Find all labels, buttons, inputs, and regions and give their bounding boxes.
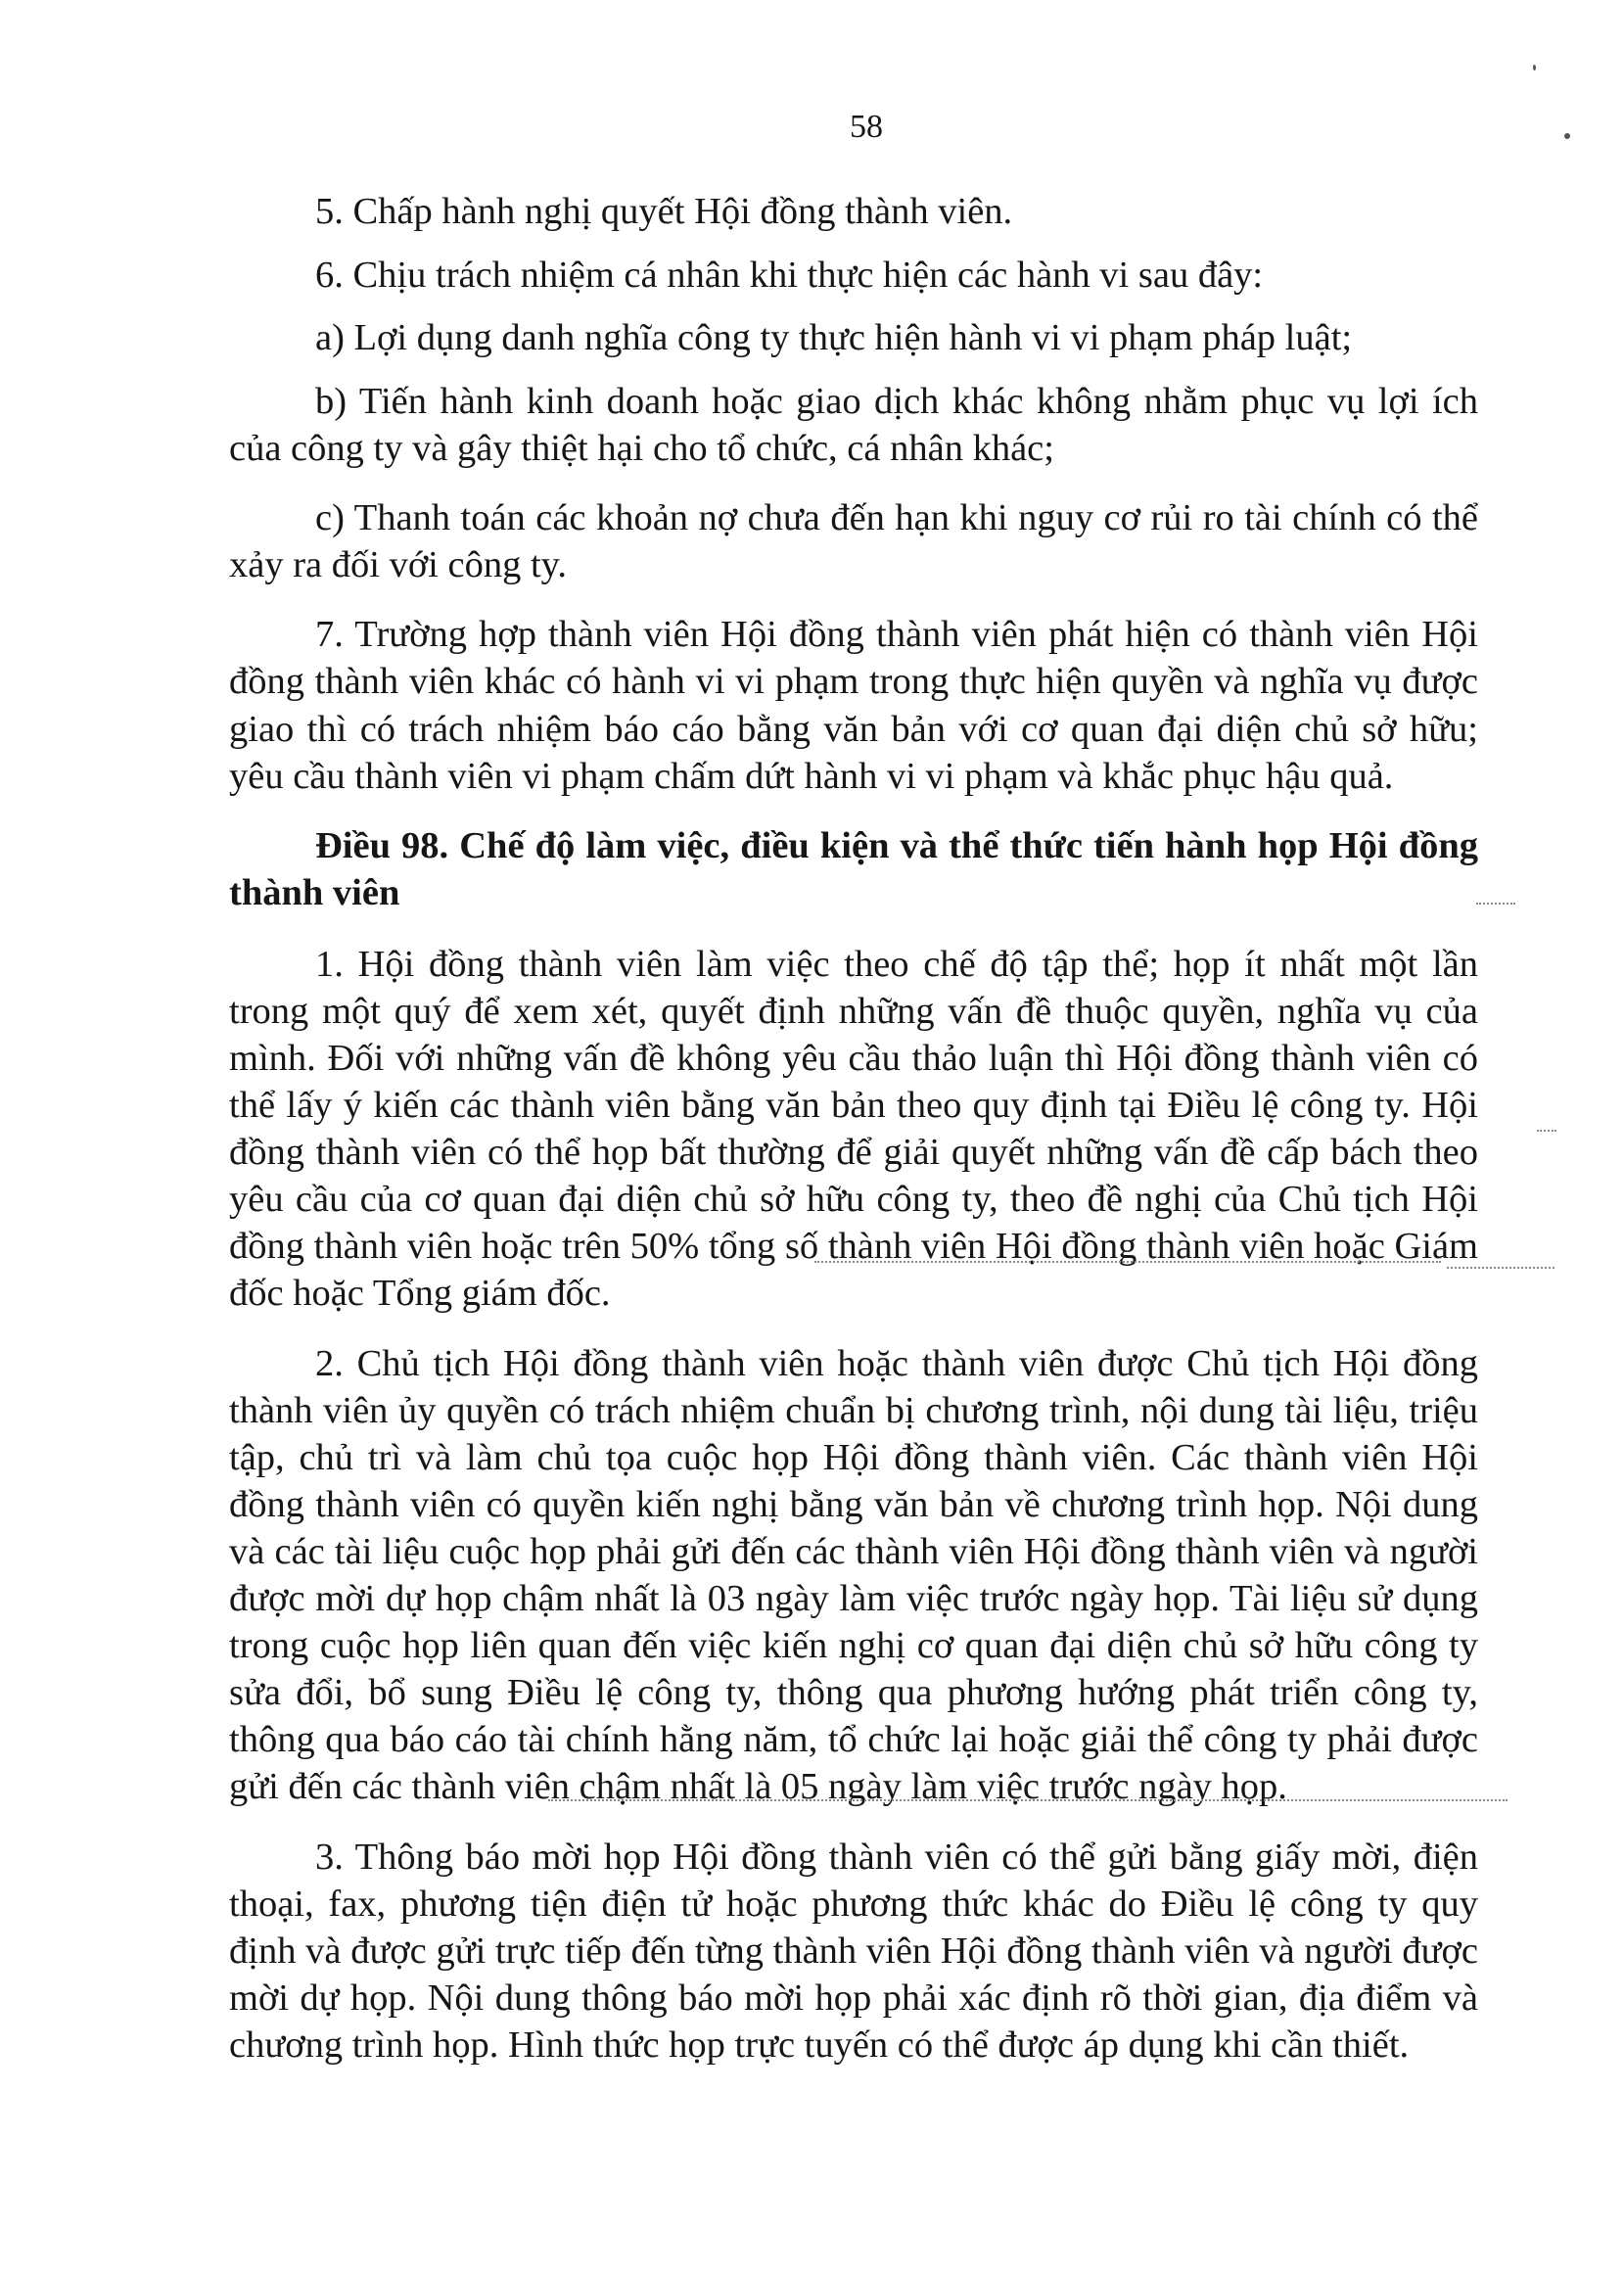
document-body [229, 188, 1478, 2092]
article-clause-3: 3. Thông báo mời họp Hội đồng thành viên có thể gửi bằng giấy mời, điện thoại, fax, phương tiện điện tử hoặc phương thức khác do Điều lệ công ty quy định và được gửi trực tiếp đến từng thành viên Hội đồng thành viên và người được mời dự họp. Nội dung thông báo mời họp phải xác định rõ thời gian, địa điểm và chương trình họp. Hình thức họp trực tuyến có thể được áp dụng khi cần thiết. [229, 1836, 1478, 2066]
article-heading: Điều 98. Chế độ làm việc, điều kiện và thể thức tiến hành họp Hội đồng thành viên [229, 824, 1478, 913]
scan-dot [1533, 65, 1536, 70]
paragraph-point-b: b) Tiến hành kinh doanh hoặc giao dịch khác không nhằm phục vụ lợi ích của công ty và gây thiệt hại cho tổ chức, cá nhân khác; [229, 380, 1478, 469]
scan-artifact-line [548, 1799, 1508, 1801]
paragraph-point-c: c) Thanh toán các khoản nợ chưa đến hạn khi nguy cơ rủi ro tài chính có thể xảy ra đối với công ty. [229, 496, 1478, 585]
paragraph-clause-6: 6. Chịu trách nhiệm cá nhân khi thực hiện các hành vi sau đây: [315, 254, 1264, 296]
page-number: 58 [850, 109, 883, 145]
paragraph-clause-7: 7. Trường hợp thành viên Hội đồng thành viên phát hiện có thành viên Hội đồng thành viên khác có hành vi vi phạm trong thực hiện quyền và nghĩa vụ được giao thì có trách nhiệm báo cáo bằng văn bản với cơ quan đại diện chủ sở hữu; yêu cầu thành viên vi phạm chấm dứt hành vi vi phạm và khắc phục hậu quả. [229, 613, 1478, 797]
scan-artifact-line [1476, 903, 1515, 905]
article-clause-1: 1. Hội đồng thành viên làm việc theo chế độ tập thể; họp ít nhất một lần trong một quý để xem xét, quyết định những vấn đề thuộc quyền, nghĩa vụ của mình. Đối với những vấn đề không yêu cầu thảo luận thì Hội đồng thành viên có thể lấy ý kiến các thành viên bằng văn bản theo quy định tại Điều lệ công ty. Hội đồng thành viên có thể họp bất thường để giải quyết những vấn đề cấp bách theo yêu cầu của cơ quan đại diện chủ sở hữu công ty, theo đề nghị của Chủ tịch Hội đồng thành viên hoặc trên 50% tổng số thành viên Hội đồng thành viên hoặc Giám đốc hoặc Tổng giám đốc. [229, 943, 1478, 1314]
scan-dot [1564, 133, 1570, 139]
scan-artifact-line [1447, 1267, 1554, 1269]
scan-artifact-line [814, 1261, 1441, 1263]
paragraph-clause-5: 5. Chấp hành nghị quyết Hội đồng thành viên. [315, 191, 1013, 232]
article-clause-2: 2. Chủ tịch Hội đồng thành viên hoặc thành viên được Chủ tịch Hội đồng thành viên ủy quyền có trách nhiệm chuẩn bị chương trình, nội dung tài liệu, triệu tập, chủ trì và làm chủ tọa cuộc họp Hội đồng thành viên. Các thành viên Hội đồng thành viên có quyền kiến nghị bằng văn bản về chương trình họp. Nội dung và các tài liệu cuộc họp phải gửi đến các thành viên Hội đồng thành viên và người được mời dự họp chậm nhất là 03 ngày làm việc trước ngày họp. Tài liệu sử dụng trong cuộc họp liên quan đến việc kiến nghị cơ quan đại diện chủ sở hữu công ty sửa đổi, bổ sung Điều lệ công ty, thông qua phương hướng phát triển công ty, thông qua báo cáo tài chính hằng năm, tổ chức lại hoặc giải thể công ty phải được gửi đến các thành viên chậm nhất là 05 ngày làm việc trước ngày họp. [229, 1342, 1478, 1807]
paragraph-point-a: a) Lợi dụng danh nghĩa công ty thực hiện hành vi vi phạm pháp luật; [315, 317, 1353, 358]
scan-artifact-line [1537, 1130, 1556, 1132]
